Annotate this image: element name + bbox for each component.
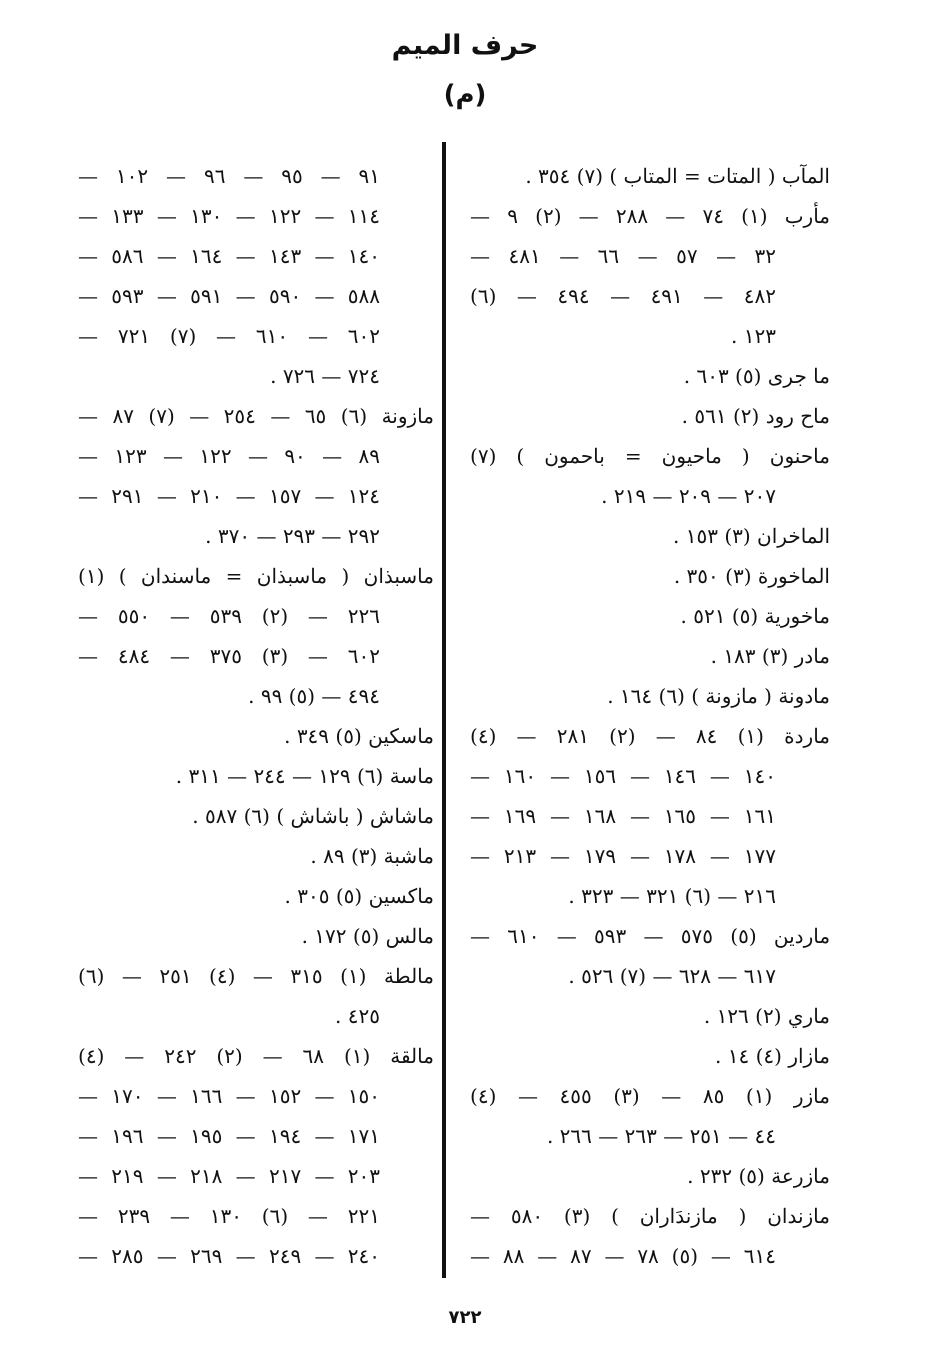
index-entry-line: ما جرى (٥) ٦٠٣ . [683, 364, 830, 388]
index-entry-line: ٢٢٦ — (٢) ٥٣٩ — ٥٥٠ — [78, 604, 380, 628]
index-entry-line: ماخورية (٥) ٥٢١ . [680, 604, 830, 628]
index-entry-line: ٣٢ — ٥٧ — ٦٦ — ٤٨١ — [470, 244, 777, 268]
page-number: ٧٢٢ [448, 1307, 482, 1328]
page-title: حرف الميم [391, 30, 539, 61]
index-entry-line: ١٢٤ — ١٥٧ — ٢١٠ — ٢٩١ — [78, 484, 381, 508]
index-entry-line: ٨٩ — ٩٠ — ١٢٢ — ١٢٣ — [78, 444, 381, 468]
index-entry-line: مالس (٥) ١٧٢ . [301, 924, 434, 948]
index-entry-line: ماحنون ( ماحيون = باحمون ) (٧) [470, 444, 830, 468]
index-entry-line: مازندان ( مازندَاران ) (٣) ٥٨٠ — [470, 1204, 830, 1228]
column-divider [442, 142, 446, 1278]
index-entry-line: الماخران (٣) ١٥٣ . [673, 524, 830, 548]
index-entry-line: ٤٩٤ — (٥) ٩٩ . [248, 684, 380, 708]
section-letter-heading: (م) [443, 80, 487, 110]
index-entry-line: ٥٨٨ — ٥٩٠ — ٥٩١ — ٥٩٣ — [78, 284, 381, 308]
index-entry-line: ٦١٤ — (٥) ٧٨ — ٨٧ — ٨٨ — [470, 1244, 776, 1268]
index-entry-line: ماردة (١) ٨٤ — (٢) ٢٨١ — (٤) [470, 724, 830, 748]
index-entry-line: ٦٠٢ — ٦١٠ — (٧) ٧٢١ — [78, 324, 380, 348]
index-entry-line: ١٦١ — ١٦٥ — ١٦٨ — ١٦٩ — [470, 804, 777, 828]
index-entry-line: مازونة (٦) ٦٥ — ٢٥٤ — (٧) ٨٧ — [78, 404, 434, 428]
index-entry-line: ١٧٧ — ١٧٨ — ١٧٩ — ٢١٣ — [470, 844, 777, 868]
index-entry-line: ١١٤ — ١٢٢ — ١٣٠ — ١٣٣ — [78, 204, 381, 228]
index-entry-line: ٧٢٤ — ٧٢٦ . [270, 364, 380, 388]
index-entry-line: ٢١٦ — (٦) ٣٢١ — ٣٢٣ . [568, 884, 776, 908]
index-entry-line: مادونة ( مازونة ) (٦) ١٦٤ . [607, 684, 830, 708]
index-entry-line: ٩١ — ٩٥ — ٩٦ — ١٠٢ — [78, 164, 381, 188]
index-entry-line: ٢٤٠ — ٢٤٩ — ٢٦٩ — ٢٨٥ — [78, 1244, 381, 1268]
index-entry-line: ماسة (٦) ١٢٩ — ٢٤٤ — ٣١١ . [175, 764, 434, 788]
index-entry-line: ١٤٠ — ١٤٣ — ١٦٤ — ٥٨٦ — [78, 244, 381, 268]
index-entry-line: ١٢٣ . [731, 324, 776, 348]
index-entry-line: مازرعة (٥) ٢٣٢ . [687, 1164, 830, 1188]
index-entry-line: ماري (٢) ١٢٦ . [703, 1004, 830, 1028]
index-entry-line: مادر (٣) ١٨٣ . [710, 644, 830, 668]
index-entry-line: ٦١٧ — ٦٢٨ — (٧) ٥٢٦ . [568, 964, 776, 988]
index-entry-line: ماشبة (٣) ٨٩ . [310, 844, 434, 868]
index-entry-line: مازر (١) ٨٥ — (٣) ٤٥٥ — (٤) [470, 1084, 830, 1108]
index-entry-line: ماح رود (٢) ٥٦١ . [681, 404, 830, 428]
index-entry-line: ماكسين (٥) ٣٠٥ . [284, 884, 434, 908]
index-entry-line: الماخورة (٣) ٣٥٠ . [673, 564, 830, 588]
index-entry-line: مالطة (١) ٣١٥ — (٤) ٢٥١ — (٦) [78, 964, 434, 988]
index-entry-line: ماشاش ( باشاش ) (٦) ٥٨٧ . [192, 804, 434, 828]
index-entry-line: ٤٨٢ — ٤٩١ — ٤٩٤ — (٦) [470, 284, 777, 308]
index-entry-line: ١٥٠ — ١٥٢ — ١٦٦ — ١٧٠ — [78, 1084, 381, 1108]
index-entry-line: ٤٤ — ٢٥١ — ٢٦٣ — ٢٦٦ . [546, 1124, 776, 1148]
index-entry-line: ١٧١ — ١٩٤ — ١٩٥ — ١٩٦ — [78, 1124, 381, 1148]
index-entry-line: ٤٢٥ . [335, 1004, 380, 1028]
index-entry-line: مازار (٤) ١٤ . [715, 1044, 830, 1068]
index-entry-line: ١٤٠ — ١٤٦ — ١٥٦ — ١٦٠ — [470, 764, 777, 788]
index-column-right [470, 156, 830, 1276]
index-entry-line: ٢٢١ — (٦) ١٣٠ — ٢٣٩ — [78, 1204, 380, 1228]
index-column-left [78, 156, 434, 1276]
index-entry-line: مالقة (١) ٦٨ — (٢) ٢٤٢ — (٤) [78, 1044, 434, 1068]
index-entry-line: ماسبذان ( ماسبذان = ماسندان ) (١) [78, 564, 434, 588]
index-entry-line: ٢٩٢ — ٢٩٣ — ٣٧٠ . [205, 524, 380, 548]
index-entry-line: مأرب (١) ٧٤ — ٢٨٨ — (٢) ٩ — [470, 204, 830, 228]
index-entry-line: ماسكين (٥) ٣٤٩ . [284, 724, 434, 748]
index-entry-line: ٦٠٢ — (٣) ٣٧٥ — ٤٨٤ — [78, 644, 380, 668]
index-entry-line: ماردين (٥) ٥٧٥ — ٥٩٣ — ٦١٠ — [470, 924, 830, 948]
index-entry-line: المآب ( المتات = المتاب ) (٧) ٣٥٤ . [525, 164, 830, 188]
index-entry-line: ٢٠٧ — ٢٠٩ — ٢١٩ . [601, 484, 776, 508]
index-entry-line: ٢٠٣ — ٢١٧ — ٢١٨ — ٢١٩ — [78, 1164, 381, 1188]
